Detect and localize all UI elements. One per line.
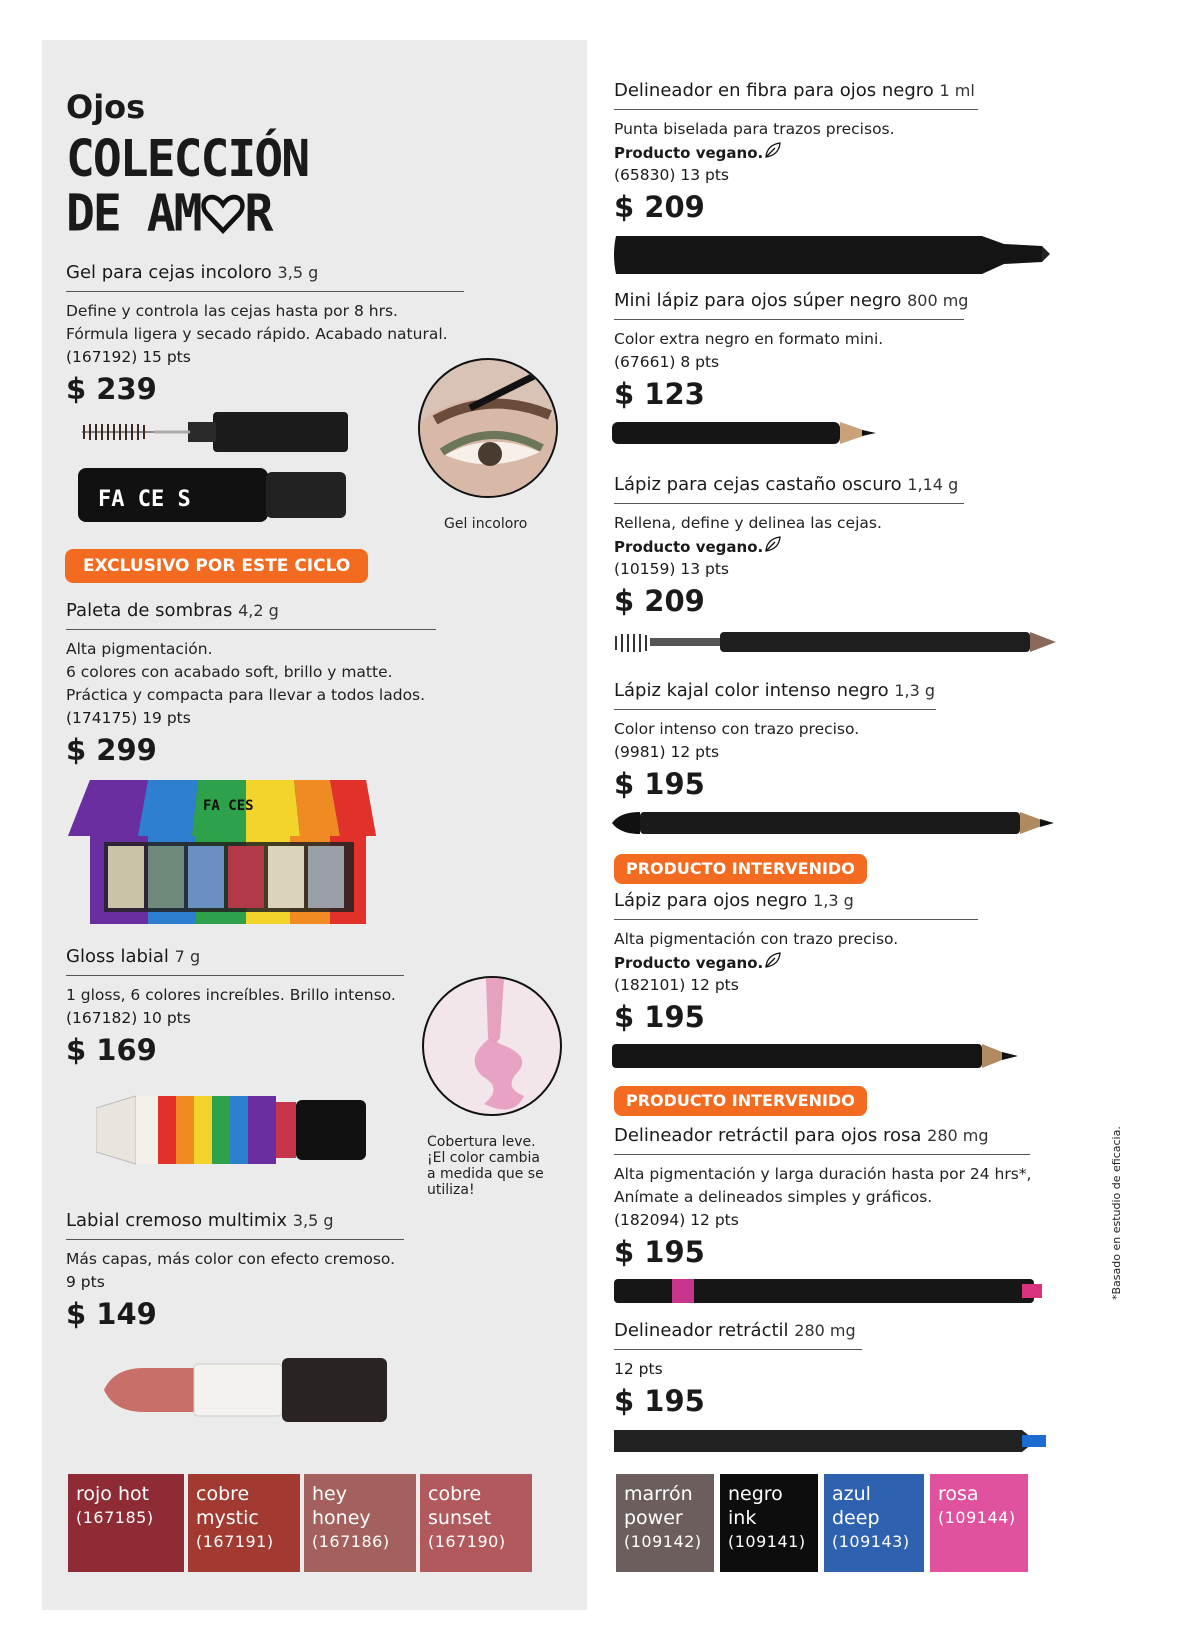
- lipstick-product-image: [104, 1350, 394, 1430]
- divider: [614, 109, 978, 110]
- swatch-name-1: cobre: [428, 1483, 482, 1505]
- product-size: 800 mg: [907, 291, 969, 310]
- product-desc-1: Color extra negro en formato mini.: [614, 330, 884, 348]
- divider: [66, 629, 436, 630]
- product-eye-pencil: [614, 890, 978, 1035]
- divider: [66, 1239, 404, 1240]
- product-desc-1: Alta pigmentación.: [66, 640, 213, 658]
- divider: [66, 975, 404, 976]
- product-mini-pencil: [614, 290, 969, 412]
- lip-swatch-2: [188, 1474, 300, 1572]
- product-code: (67661) 8 pts: [614, 353, 720, 371]
- divider: [614, 319, 964, 320]
- swatch-code: (167190): [428, 1532, 506, 1551]
- mini-pencil-image: [610, 418, 890, 448]
- swatch-name-2: power: [624, 1507, 683, 1529]
- swatch-name-1: hey: [312, 1483, 347, 1505]
- product-price: $ 209: [614, 190, 705, 224]
- product-size: 280 mg: [794, 1321, 856, 1340]
- gloss-caption: [427, 1134, 544, 1198]
- product-name: Gloss labial: [66, 946, 169, 967]
- swatch-name-1: azul deep: [832, 1483, 880, 1529]
- product-code: (9981) 12 pts: [614, 743, 720, 761]
- brow-pencil-image: [610, 626, 1070, 658]
- divider: [66, 291, 464, 292]
- product-price: $ 195: [614, 1235, 705, 1269]
- product-name: Delineador retráctil para ojos rosa: [614, 1125, 922, 1146]
- product-code: (182101) 12 pts: [614, 976, 739, 994]
- retract-pink-image: [612, 1276, 1052, 1306]
- swatch-code: (109144): [938, 1508, 1016, 1527]
- retract-liner-image: [612, 1424, 1052, 1458]
- palette-pack-text: FA CES: [203, 798, 254, 814]
- lip-swatch-3: [304, 1474, 416, 1572]
- gloss-caption-line4: utiliza!: [427, 1182, 475, 1198]
- gloss-swatch-photo: [422, 976, 562, 1116]
- product-retract: [614, 1320, 862, 1419]
- swatch-name-1: cobre: [196, 1483, 250, 1505]
- exclusive-badge: EXCLUSIVO POR ESTE CICLO: [65, 549, 368, 583]
- vegan-text: Producto vegano.: [614, 538, 764, 556]
- gloss-product-image: [96, 1090, 376, 1170]
- product-size: 7 g: [174, 947, 201, 966]
- heart-icon: [201, 193, 245, 235]
- product-price: $ 149: [66, 1297, 157, 1331]
- product-name: Lápiz para cejas castaño oscuro: [614, 474, 902, 495]
- gel-product-image: [78, 408, 368, 528]
- product-gloss: [66, 946, 404, 1068]
- product-size: 3,5 g: [277, 263, 319, 282]
- product-name: Delineador retráctil: [614, 1320, 789, 1341]
- vegan-label: [614, 141, 978, 164]
- product-brow-pencil: [614, 474, 964, 619]
- swatch-name-1: rojo hot: [76, 1483, 150, 1505]
- product-name: Gel para cejas incoloro: [66, 262, 272, 283]
- product-name: Labial cremoso multimix: [66, 1210, 288, 1231]
- product-price: $ 123: [614, 377, 705, 411]
- swatch-code: (109142): [624, 1532, 702, 1551]
- product-size: 1 ml: [939, 81, 975, 100]
- liner-swatch-1: [616, 1474, 714, 1572]
- product-price: $ 239: [66, 372, 157, 406]
- vegan-text: Producto vegano.: [614, 144, 764, 162]
- lip-swatch-1: [68, 1474, 184, 1572]
- product-code: (10159) 13 pts: [614, 560, 729, 578]
- section-label: Ojos: [66, 88, 146, 126]
- product-palette: [66, 600, 436, 768]
- collection-title-line2: [66, 184, 308, 244]
- product-name: Mini lápiz para ojos súper negro: [614, 290, 902, 311]
- product-price: $ 299: [66, 733, 157, 767]
- product-name: Paleta de sombras: [66, 600, 233, 621]
- swatch-code: (167185): [76, 1508, 154, 1527]
- product-desc-1: Más capas, más color con efecto cremoso.: [66, 1250, 396, 1268]
- product-size: 280 mg: [927, 1126, 989, 1145]
- product-price: $ 195: [614, 767, 705, 801]
- swatch-name-1: negro ink: [728, 1483, 783, 1529]
- gloss-smear-illustration: [424, 978, 562, 1116]
- vegan-text: Producto vegano.: [614, 954, 764, 972]
- product-price: $ 169: [66, 1033, 157, 1067]
- product-desc-1: Alta pigmentación con trazo preciso.: [614, 930, 899, 948]
- liner-swatch-2: [720, 1474, 818, 1572]
- divider: [614, 709, 936, 710]
- vegan-label: [614, 535, 964, 558]
- product-desc-1: Define y controla las cejas hasta por 8 hrs.: [66, 302, 398, 320]
- footnote: *Basado en estudio de eficacia.: [1110, 1126, 1123, 1300]
- product-code: (167192) 15 pts: [66, 348, 191, 366]
- gel-model-photo: [418, 358, 558, 498]
- product-size: 1,3 g: [894, 681, 936, 700]
- gel-caption: Gel incoloro: [444, 516, 528, 532]
- leaf-icon: [763, 141, 783, 161]
- product-kajal: [614, 680, 936, 802]
- product-retract-pink: [614, 1125, 1030, 1270]
- divider: [614, 1349, 862, 1350]
- swatch-code: (109143): [832, 1532, 910, 1551]
- title-line2-prefix: DE AM: [66, 184, 201, 244]
- product-price: $ 195: [614, 1384, 705, 1418]
- product-desc-1: Rellena, define y delinea las cejas.: [614, 514, 882, 532]
- collection-title: [66, 129, 309, 244]
- product-code: (65830) 13 pts: [614, 166, 729, 184]
- product-desc-1: 1 gloss, 6 colores increíbles. Brillo intenso.: [66, 986, 396, 1004]
- swatch-name-1: marrón: [624, 1483, 693, 1505]
- product-code: (174175) 19 pts: [66, 709, 191, 727]
- product-desc-1: Color intenso con trazo preciso.: [614, 720, 860, 738]
- product-desc-2: Fórmula ligera y secado rápido. Acabado natural.: [66, 325, 448, 343]
- product-code: 12 pts: [614, 1360, 663, 1378]
- leaf-icon: [763, 951, 783, 971]
- product-lipstick: [66, 1210, 404, 1332]
- swatch-code: (167191): [196, 1532, 274, 1551]
- product-fiber-liner: [614, 80, 978, 225]
- product-desc-1: Alta pigmentación y larga duración hasta por 24 hrs*,: [614, 1165, 1032, 1183]
- product-desc-1: Punta biselada para trazos precisos.: [614, 120, 895, 138]
- eye-illustration: [420, 360, 558, 498]
- swatch-code: (109141): [728, 1532, 806, 1551]
- swatch-name-2: mystic: [196, 1507, 259, 1529]
- eye-pencil-image: [610, 1040, 1030, 1072]
- product-size: 4,2 g: [238, 601, 279, 620]
- product-name: Lápiz kajal color intenso negro: [614, 680, 889, 701]
- vegan-label: [614, 951, 978, 974]
- liner-swatch-4: [930, 1474, 1028, 1572]
- kajal-image: [610, 806, 1060, 840]
- liner-swatch-3: [824, 1474, 924, 1572]
- swatch-name-2: sunset: [428, 1507, 492, 1529]
- lip-swatch-4: [420, 1474, 532, 1572]
- fiber-liner-image: [612, 232, 1052, 278]
- swatch-code: (167186): [312, 1532, 390, 1551]
- swatch-name-1: rosa: [938, 1483, 979, 1505]
- swatch-name-2: honey: [312, 1507, 371, 1529]
- product-code: (182094) 12 pts: [614, 1211, 739, 1229]
- product-code: (167182) 10 pts: [66, 1009, 191, 1027]
- product-size: 1,3 g: [813, 891, 854, 910]
- collection-title-line1: COLECCIÓN: [66, 129, 309, 189]
- gel-pack-text: FA CE S: [98, 487, 191, 512]
- gloss-caption-line3: a medida que se: [427, 1166, 544, 1182]
- product-size: 1,14 g: [907, 475, 959, 494]
- intervened-badge-1: PRODUCTO INTERVENIDO: [614, 854, 867, 884]
- product-gel: [66, 262, 464, 407]
- intervened-badge-2: PRODUCTO INTERVENIDO: [614, 1086, 867, 1116]
- product-price: $ 209: [614, 584, 705, 618]
- product-name: Delineador en fibra para ojos negro: [614, 80, 934, 101]
- product-desc-2: Anímate a delineados simples y gráficos.: [614, 1188, 933, 1206]
- gloss-caption-line1: Cobertura leve.: [427, 1134, 536, 1150]
- product-name: Lápiz para ojos negro: [614, 890, 808, 911]
- leaf-icon: [763, 535, 783, 555]
- divider: [614, 1154, 1030, 1155]
- product-code: 9 pts: [66, 1273, 105, 1291]
- gloss-caption-line2: ¡El color cambia: [427, 1150, 540, 1166]
- product-size: 3,5 g: [292, 1211, 334, 1230]
- product-price: $ 195: [614, 1000, 705, 1034]
- product-desc-3: Práctica y compacta para llevar a todos lados.: [66, 686, 426, 704]
- product-desc-2: 6 colores con acabado soft, brillo y matte.: [66, 663, 393, 681]
- palette-product-image: [68, 780, 388, 930]
- divider: [614, 503, 964, 504]
- title-line2-suffix: R: [244, 184, 272, 244]
- divider: [614, 919, 978, 920]
